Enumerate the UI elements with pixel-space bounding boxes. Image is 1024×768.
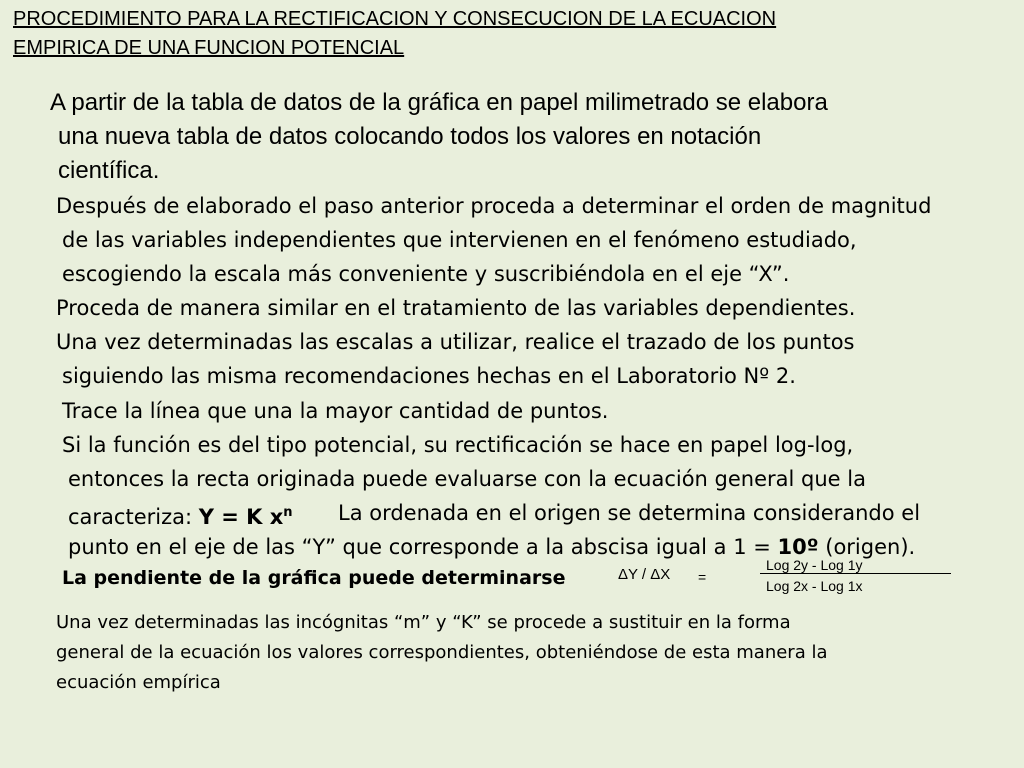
caracteriza-text: caracteriza: <box>68 505 199 529</box>
intro-line-2: una nueva tabla de datos colocando todos los valores en notación <box>58 123 762 150</box>
ordenada-text: La ordenada en el origen se determina considerando el <box>338 501 921 525</box>
paragraph-4-line-1: Trace la línea que una la mayor cantidad de puntos. <box>62 399 609 423</box>
paragraph-1-line-1: Después de elaborado el paso anterior proceda a determinar el orden de magnitud <box>56 194 932 218</box>
paragraph-3-line-1: Una vez determinadas las escalas a utilizar, realice el trazado de los puntos <box>56 330 855 354</box>
title-line-1: PROCEDIMIENTO PARA LA RECTIFICACION Y CONSECUCION DE LA ECUACION <box>13 8 777 30</box>
origin-value: 10º <box>777 535 819 559</box>
paragraph-5-line-3 <box>68 496 293 534</box>
slope-denominator: Log 2x - Log 1x <box>766 578 863 594</box>
origin-text: punto en el eje de las “Y” que corresponde a la abscisa igual a 1 = <box>68 535 778 559</box>
paragraph-1-line-3: escogiendo la escala más conveniente y suscribiéndola en el eje “X”. <box>62 262 790 286</box>
origin-suffix: (origen). <box>818 535 916 559</box>
power-equation-base: Y = K x <box>198 505 284 529</box>
paragraph-1-line-2: de las variables independientes que intervienen en el fenómeno estudiado, <box>62 228 857 252</box>
slope-numerator: Log 2y - Log 1y <box>766 557 863 573</box>
closing-line-2: general de la ecuación los valores correspondientes, obteniéndose de esta manera la <box>56 642 828 663</box>
paragraph-2-line-1: Proceda de manera similar en el tratamiento de las variables dependientes. <box>56 296 856 320</box>
closing-line-1: Una vez determinadas las incógnitas “m” y “K” se procede a sustituir en la forma <box>56 612 791 633</box>
fraction-bar <box>760 573 951 574</box>
slope-label: La pendiente de la gráfica puede determinarse <box>62 567 566 589</box>
power-exponent: n <box>283 505 293 520</box>
paragraph-5-line-1: Si la función es del tipo potencial, su rectificación se hace en papel log-log, <box>62 433 854 457</box>
closing-line-3: ecuación empírica <box>56 672 221 693</box>
paragraph-5-line-2: entonces la recta originada puede evaluarse con la ecuación general que la <box>68 467 866 491</box>
paragraph-3-line-2: siguiendo las misma recomendaciones hechas en el Laboratorio Nº 2. <box>62 364 796 388</box>
intro-line-3: científica. <box>58 157 160 184</box>
power-equation <box>199 505 293 529</box>
slope-ratio: ΔY / ΔX <box>618 566 671 583</box>
slope-equals: = <box>698 569 707 585</box>
title-line-2: EMPIRICA DE UNA FUNCION POTENCIAL <box>13 37 405 59</box>
intro-line-1: A partir de la tabla de datos de la gráfica en papel milimetrado se elabora <box>50 89 828 116</box>
